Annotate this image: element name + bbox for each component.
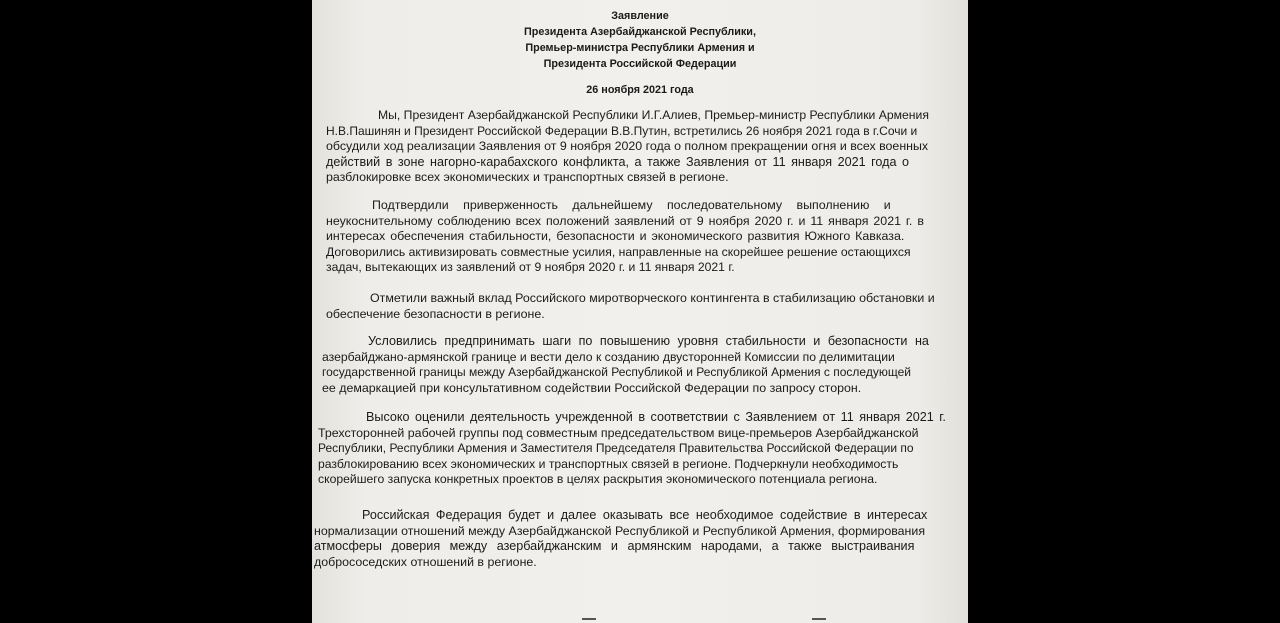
paragraph-line: Мы, Президент Азербайджанской Республики И.Г.Алиев, Премьер-министр Республики Армения <box>378 108 929 122</box>
paragraph-4 <box>322 334 942 396</box>
paragraph-line: Договорились активизировать совместные усилия, направленные на скорейшее решение остающихся <box>326 244 911 259</box>
document-page <box>312 0 968 623</box>
paragraph-line: Подтвердили приверженность дальнейшему последовательному выполнению и <box>372 198 891 212</box>
signature-line-mark <box>812 618 826 620</box>
paragraph-line: Условились предпринимать шаги по повышению уровня стабильности и безопасности на <box>368 334 929 348</box>
document-header <box>312 8 968 72</box>
paragraph-line: скорейшего запуска конкретных проектов в целях раскрытия экономического потенциала региона. <box>318 472 878 487</box>
paragraph-line: обеспечение безопасности в регионе. <box>326 306 545 321</box>
paragraph-line: интересах обеспечения стабильности, безопасности и экономического развития Южного Кавказа. <box>326 229 905 244</box>
paragraph-3 <box>326 291 942 322</box>
paragraph-line: действий в зоне нагорно-карабахского конфликта, а также Заявления от 11 января 2021 года о <box>326 154 909 169</box>
paragraph-line: разблокировке всех экономических и транспортных связей в регионе. <box>326 170 729 185</box>
paragraph-6 <box>314 508 942 570</box>
paragraph-line: неукоснительному соблюдению всех положений заявлений от 9 ноября 2020 г. и 11 января 2021 г. в <box>326 213 924 228</box>
header-line: Президента Российской Федерации <box>543 58 737 70</box>
paragraph-line: обсудили ход реализации Заявления от 9 ноября 2020 года о полном прекращении огня и всех военных <box>326 139 929 154</box>
paragraph-5 <box>318 410 946 488</box>
paragraph-line: Н.В.Пашинян и Президент Российской Федерации В.В.Путин, встретились 26 ноября 2021 года в г.Сочи и <box>326 123 918 138</box>
header-line: Президента Азербайджанской Республики, <box>524 26 756 38</box>
paragraph-line: Трехсторонней рабочей группы под совместным председательством вице-премьеров Азербайджанской <box>318 425 919 440</box>
page-bottom-edge <box>312 618 968 623</box>
paragraph-line: разблокированию всех экономических и транспортных связей в регионе. Подчеркнули необходимость <box>318 456 899 471</box>
paragraph-line: Республики, Республики Армения и Заместителя Председателя Правительства Российской Федерации по <box>318 441 914 456</box>
document-title: Заявление <box>611 10 669 22</box>
signature-line-mark <box>582 618 596 620</box>
paragraph-1 <box>326 108 942 186</box>
paragraph-2 <box>326 198 942 276</box>
document-date: 26 ноября 2021 года <box>586 84 694 96</box>
paragraph-line: Российская Федерация будет и далее оказывать все необходимое содействие в интересах <box>362 508 928 522</box>
paragraph-line: добрососедских отношений в регионе. <box>314 554 537 569</box>
paragraph-line: государственной границы между Азербайджанской Республикой и Республикой Армения с последующей <box>322 365 911 380</box>
paragraph-line: нормализации отношений между Азербайджанской Республикой и Республикой Армения, формирования <box>314 523 926 538</box>
paragraph-line: атмосферы доверия между азербайджанским и армянским народами, а также выстраивания <box>314 539 915 554</box>
paragraph-line: задач, вытекающих из заявлений от 9 ноября 2020 г. и 11 января 2021 г. <box>326 260 735 275</box>
header-line: Премьер-министра Республики Армения и <box>525 42 755 54</box>
paragraph-line: азербайджано-армянской границе и вести дело к созданию двусторонней Комиссии по делимитации <box>322 349 895 364</box>
paragraph-line: Высоко оценили деятельность учрежденной в соответствии с Заявлением от 11 января 2021 г. <box>366 410 946 424</box>
paragraph-line: ее демаркацией при консультативном содействии Российской Федерации по запросу сторон. <box>322 380 862 395</box>
paragraph-line: Отметили важный вклад Российского миротворческого контингента в стабилизацию обстановки и <box>370 291 935 305</box>
